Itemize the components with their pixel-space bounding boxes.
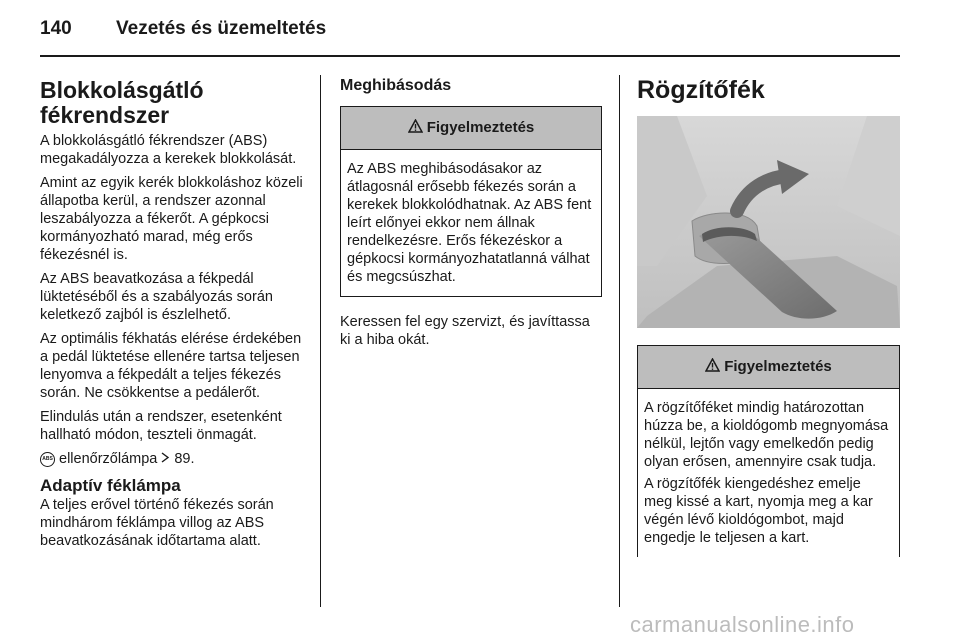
warning-box <box>340 106 602 297</box>
warning-header <box>638 346 899 389</box>
watermark: carmanualsonline.info <box>630 612 855 637</box>
paragraph: A blokkolásgátló fékrendszer (ABS) megakadályozza a kerekek blokkolását. <box>40 133 297 167</box>
chapter-title: Vezetés és üzemeltetés <box>116 18 327 39</box>
abs-warning-lamp-icon: ABS <box>40 452 55 467</box>
indicator-reference <box>40 450 306 468</box>
paragraph: Az optimális fékhatás elérése érdekében a pedál lüktetése ellenére tartsa teljesen lenyomva a fékpedált a teljes fékezés során. Ne csökkentse a pedálerőt. <box>40 331 302 401</box>
warning-box <box>637 345 900 557</box>
warning-title: Figyelmeztetés <box>426 119 535 136</box>
parking-brake-lever-photo <box>637 116 900 328</box>
column-divider <box>619 75 620 607</box>
paragraph: Az ABS beavatkozása a fékpedál lüktetéséből és a szabályozás során keletkező zajból is észlelhető. <box>40 271 273 323</box>
page-reference[interactable]: 89. <box>174 451 195 467</box>
warning-triangle-icon <box>408 119 423 138</box>
paragraph: A teljes erővel történő fékezés során mindhárom féklámpa villog az ABS beavatkozásának időtartama alatt. <box>40 497 274 549</box>
warning-text: A rögzítőféket mindig határozottan húzza be, a kioldógomb megnyomása nélkül, lejtőn vagy emelkedőn pedig olyan erősen, amennyire csak tudja. <box>644 400 889 470</box>
warning-title: Figyelmeztetés <box>724 358 832 375</box>
paragraph: Elindulás után a rendszer, esetenként hallható módon, teszteli önmagát. <box>40 409 282 443</box>
column-abs <box>40 72 306 556</box>
warning-text: A rögzítőfék kiengedéshez emelje meg kissé a kart, nyomja meg a kar végén lévő kioldógombot, majd engedje le teljesen a kart. <box>644 476 873 546</box>
indicator-text: ellenőrzőlámpa <box>59 451 158 467</box>
paragraph: Amint az egyik kerék blokkoláshoz közeli állapotba kerül, a rendszer azonnal leszabályozza a fékerőt. A gépkocsi kormányozható marad, még erős fékezésnél is. <box>40 175 303 263</box>
column-malfunction <box>340 72 602 355</box>
section-heading-malfunction: Meghibásodás <box>340 77 452 94</box>
page-number: 140 <box>40 18 72 39</box>
warning-text: Az ABS meghibásodásakor az átlagosnál erősebb fékezés során a kerekek blokkolódhatnak. Az ABS fent leírt előnyei ekkor nem állnak rendelkezésre. Erős fékezéskor a gépkocsi kormányozhatatlanná válhat és megcsúszhat. <box>347 161 592 285</box>
warning-triangle-icon <box>705 358 720 377</box>
column-parking-brake <box>637 72 900 573</box>
page-header <box>40 18 326 48</box>
page-reference-arrow-icon <box>161 450 170 468</box>
subsection-heading: Adaptív féklámpa <box>40 476 181 495</box>
section-heading-parking-brake: Rögzítőfék <box>637 76 765 104</box>
column-divider <box>320 75 321 607</box>
warning-header <box>341 107 601 150</box>
header-rule <box>40 55 900 57</box>
section-heading-abs: Blokkolásgátló fékrendszer <box>40 77 204 128</box>
paragraph: Keressen fel egy szervizt, és javíttassa ki a hiba okát. <box>340 314 590 348</box>
